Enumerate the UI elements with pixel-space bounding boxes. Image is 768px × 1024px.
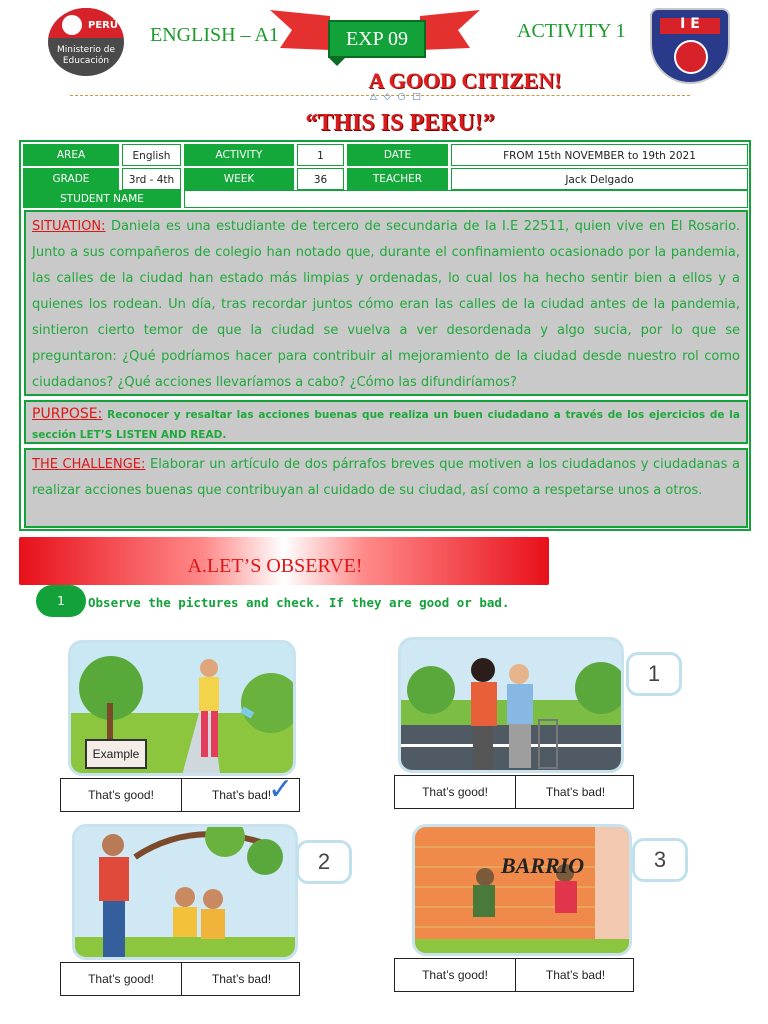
subtitle: A GOOD CITIZEN!: [368, 68, 562, 93]
student-name-label: STUDENT NAME: [23, 190, 181, 208]
bad-option[interactable]: That’s bad!: [181, 779, 301, 811]
graffiti-text: BARRIO: [501, 853, 585, 878]
grade-value: 3rd - 4th: [122, 168, 181, 190]
picture-2: [72, 824, 298, 960]
good-option[interactable]: That’s good!: [422, 968, 488, 982]
situation-text: Daniela es una estudiante de tercero de secundaria de la I.E 22511, quien vive en El Rosario. Junto a sus compañeros de colegio han notado que, durante el confinamiento ocasionado por la pandemia, las calles de la ciudad han estado más limpias y ordenadas, lo cual los ha hecho sentir bien a ellos y a quienes los rodean. Un día, tras recordar juntos cómo eran las calles de la ciudad antes de la pandemia, sintieron cierto temor de que la ciudad se vuelva a ver desordenada y algo sucia, por lo que se preguntaron: ¿Qué podríamos hacer para contribuir al mejoramiento de la ciudad desde nuestro rol como ciudadanos? ¿Qué acciones llevaríamos a cabo? ¿Cómo las difundiríamos?: [32, 219, 740, 390]
course-label: ENGLISH – A1: [150, 24, 279, 46]
shield-icon: [62, 15, 82, 35]
logo-ministry-name: Ministerio de Educación: [56, 45, 116, 66]
area-label: AREA: [23, 144, 119, 166]
good-option[interactable]: That’s good!: [422, 785, 488, 799]
week-label: WEEK: [184, 168, 294, 190]
date-value: FROM 15th NOVEMBER to 19th 2021: [451, 144, 748, 166]
divider: [70, 95, 690, 96]
emblem-text: I E: [680, 16, 700, 32]
good-option[interactable]: That’s good!: [88, 972, 154, 986]
graffiti-illustration: [415, 827, 632, 956]
logo-country: PERÚ: [88, 20, 118, 31]
activity-label: ACTIVITY 1: [517, 20, 626, 42]
number-tag-1: 1: [626, 652, 682, 696]
activity-label-cell: ACTIVITY: [184, 144, 294, 166]
area-value: English: [122, 144, 181, 166]
date-label: DATE: [347, 144, 448, 166]
challenge-heading: THE CHALLENGE:: [32, 457, 146, 472]
challenge-section: [24, 448, 748, 528]
page-title: “THIS IS PERU!”: [305, 110, 495, 136]
picture-1: [398, 637, 624, 773]
bad-option[interactable]: That’s bad!: [181, 963, 301, 995]
bad-option[interactable]: That’s bad!: [515, 776, 635, 808]
bad-option[interactable]: That’s bad!: [515, 959, 635, 991]
cutting-tree-illustration: [75, 827, 298, 960]
answer-row-example: [60, 778, 300, 812]
observe-heading: A.LET’S OBSERVE!: [187, 555, 363, 577]
week-value: 36: [297, 168, 344, 190]
saint-icon: [674, 40, 708, 74]
school-emblem: [650, 8, 730, 84]
number-tag-2: 2: [296, 840, 352, 884]
ribbon-fold: [329, 58, 345, 66]
situation-heading: SITUATION:: [32, 219, 106, 234]
student-name-field[interactable]: [184, 190, 748, 208]
grade-label: GRADE: [23, 168, 119, 190]
answer-row-3: [394, 958, 634, 992]
shapes-icon: △ ◇ ○ □: [370, 92, 423, 102]
purpose-text: Reconocer y resaltar las acciones buenas que realiza un buen ciudadano a través de los ejercicios de la sección LET’S LISTEN AND READ.: [32, 409, 740, 441]
instruction-text: Observe the pictures and check. If they are good or bad.: [88, 595, 510, 610]
purpose-heading: PURPOSE:: [32, 406, 103, 422]
answer-row-2: [60, 962, 300, 996]
challenge-text: Elaborar un artículo de dos párrafos breves que motiven a los ciudadanos y ciudadanas a realizar acciones buenas que contribuyan al cuidado de su ciudad, así como a respetarse unos a otros.: [32, 457, 740, 498]
picture-3: [412, 824, 632, 956]
experience-label: EXP 09: [328, 20, 426, 58]
example-label: Example: [85, 739, 147, 769]
situation-section: [24, 210, 748, 396]
info-table: [19, 140, 751, 531]
number-tag-3: 3: [632, 838, 688, 882]
activity-value: 1: [297, 144, 344, 166]
picture-example: [68, 640, 296, 776]
ministry-logo: [48, 8, 124, 76]
check-mark-icon: ✓: [268, 772, 294, 807]
teacher-value: Jack Delgado: [451, 168, 748, 190]
good-option[interactable]: That’s good!: [88, 788, 154, 802]
teacher-label: TEACHER: [347, 168, 448, 190]
exercise-number: 1: [36, 585, 86, 617]
helping-elderly-illustration: [401, 640, 624, 773]
purpose-section: [24, 400, 748, 444]
answer-row-1: [394, 775, 634, 809]
